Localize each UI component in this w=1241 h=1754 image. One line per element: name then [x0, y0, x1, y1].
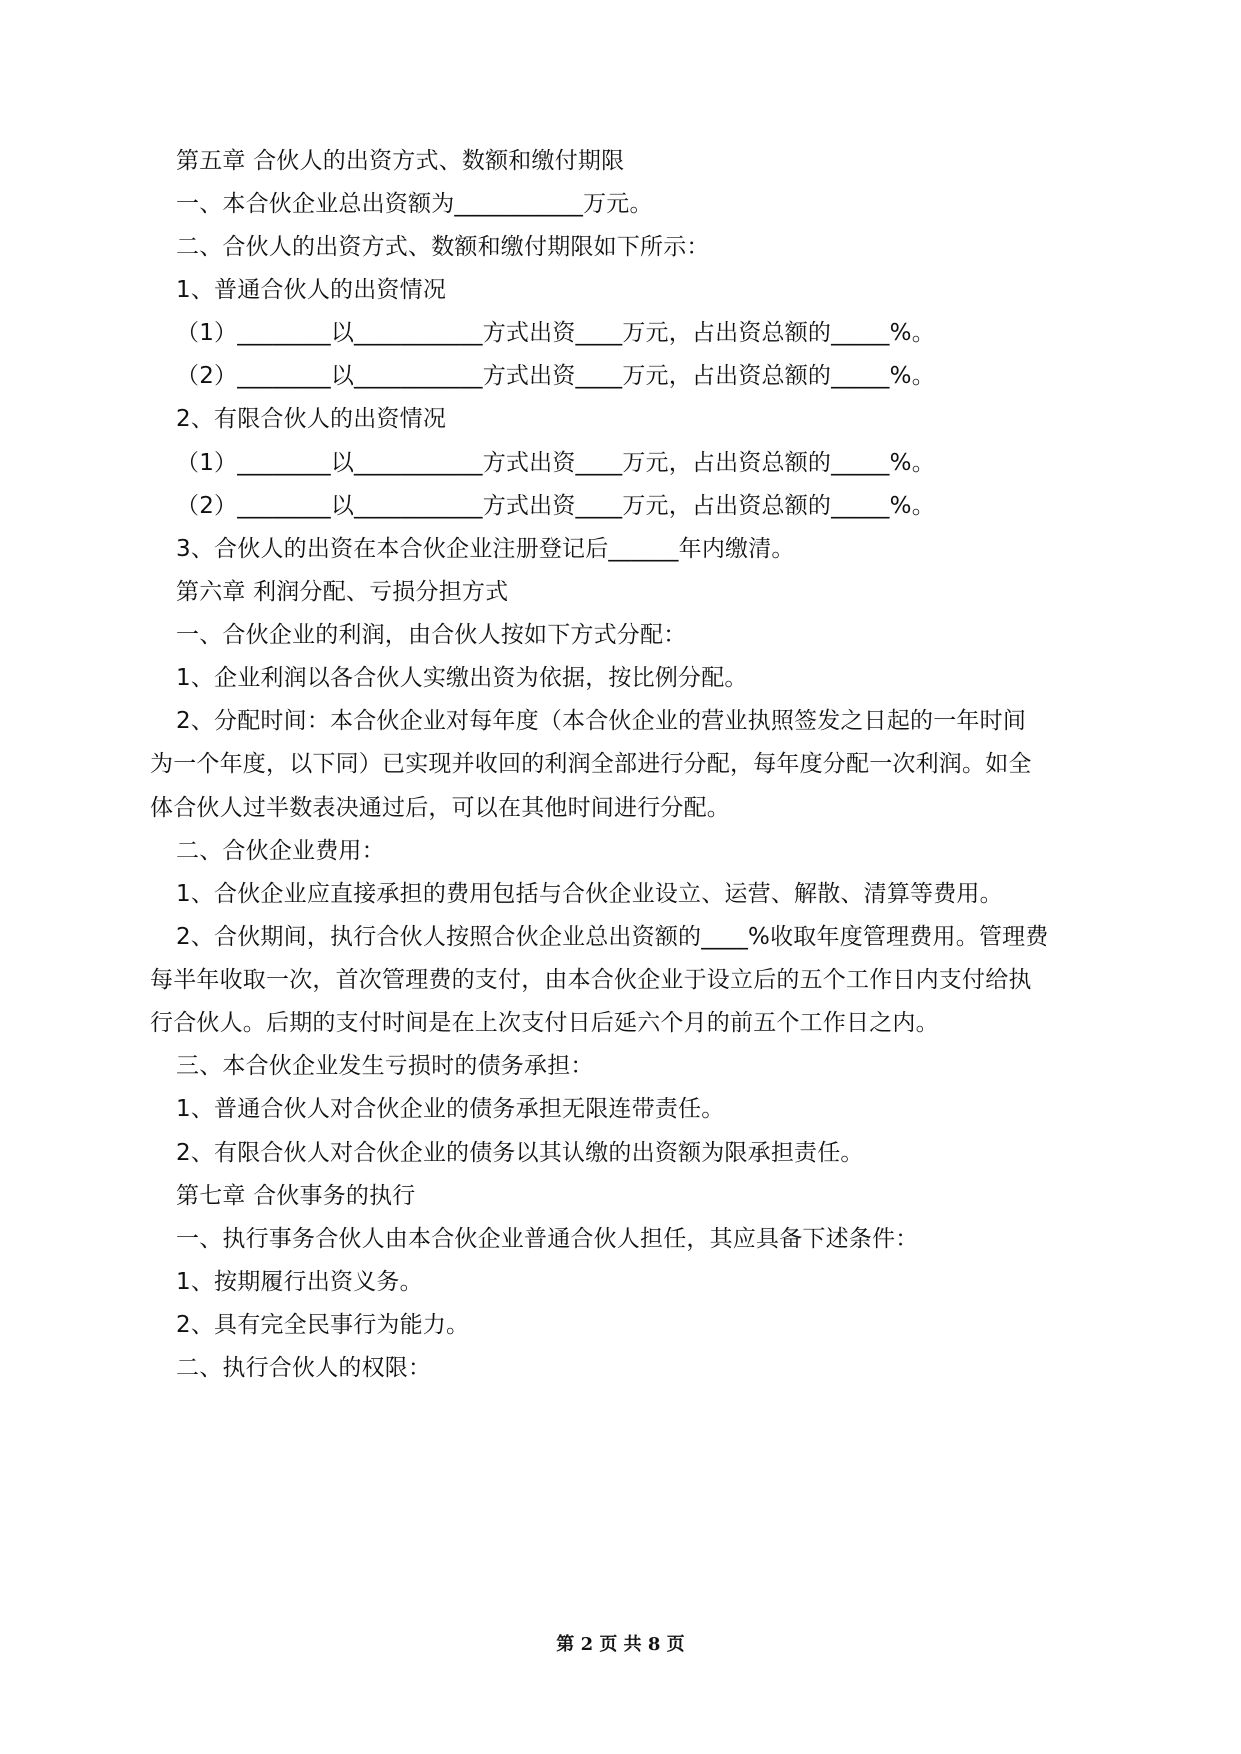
paragraph-line: 一、合伙企业的利润，由合伙人按如下方式分配： [176, 622, 687, 648]
paragraph-line: （2）________以___________方式出资____万元，占出资总额的_____%。 [176, 493, 935, 519]
paragraph-line: 1、按期履行出资义务。 [176, 1269, 423, 1295]
paragraph-line: 行合伙人。后期的支付时间是在上次支付日后延六个月的前五个工作日之内。 [150, 1010, 939, 1036]
chapter-5-heading: 第五章 合伙人的出资方式、数额和缴付期限 [176, 148, 625, 174]
paragraph-line: 体合伙人过半数表决通过后，可以在其他时间进行分配。 [150, 795, 730, 821]
paragraph-line: 一、执行事务合伙人由本合伙企业普通合伙人担任，其应具备下述条件： [176, 1226, 919, 1252]
paragraph-line: 1、企业利润以各合伙人实缴出资为依据，按比例分配。 [176, 665, 748, 691]
paragraph-line: 1、普通合伙人的出资情况 [176, 277, 447, 303]
paragraph-line: 一、本合伙企业总出资额为___________万元。 [176, 191, 653, 217]
paragraph-line: 为一个年度，以下同）已实现并收回的利润全部进行分配，每年度分配一次利润。如全 [150, 751, 1032, 777]
page-number-footer: 第 2 页 共 8 页 [556, 1634, 685, 1655]
paragraph-line: （1）________以___________方式出资____万元，占出资总额的_____%。 [176, 320, 935, 346]
paragraph-line: 2、有限合伙人的出资情况 [176, 406, 447, 432]
paragraph-line: 1、普通合伙人对合伙企业的债务承担无限连带责任。 [176, 1096, 725, 1122]
paragraph-line: 三、本合伙企业发生亏损时的债务承担： [176, 1053, 594, 1079]
paragraph-line: 2、有限合伙人对合伙企业的债务以其认缴的出资额为限承担责任。 [176, 1140, 864, 1166]
paragraph-line: 1、合伙企业应直接承担的费用包括与合伙企业设立、运营、解散、清算等费用。 [176, 881, 1003, 907]
paragraph-line: 3、合伙人的出资在本合伙企业注册登记后______年内缴清。 [176, 536, 795, 562]
paragraph-line: 2、合伙期间，执行合伙人按照合伙企业总出资额的____%收取年度管理费用。管理费 [176, 924, 1049, 950]
chapter-6-heading: 第六章 利润分配、亏损分担方式 [176, 579, 509, 605]
paragraph-line: 每半年收取一次，首次管理费的支付，由本合伙企业于设立后的五个工作日内支付给执 [150, 967, 1032, 993]
paragraph-line: 二、合伙人的出资方式、数额和缴付期限如下所示： [176, 234, 710, 260]
paragraph-line: （2）________以___________方式出资____万元，占出资总额的_____%。 [176, 363, 935, 389]
paragraph-line: 二、执行合伙人的权限： [176, 1355, 432, 1381]
paragraph-line: 二、合伙企业费用： [176, 838, 385, 864]
paragraph-line: （1）________以___________方式出资____万元，占出资总额的_____%。 [176, 450, 935, 476]
paragraph-line: 2、分配时间：本合伙企业对每年度（本合伙企业的营业执照签发之日起的一年时间 [176, 708, 1027, 734]
chapter-7-heading: 第七章 合伙事务的执行 [176, 1183, 416, 1209]
paragraph-line: 2、具有完全民事行为能力。 [176, 1312, 470, 1338]
